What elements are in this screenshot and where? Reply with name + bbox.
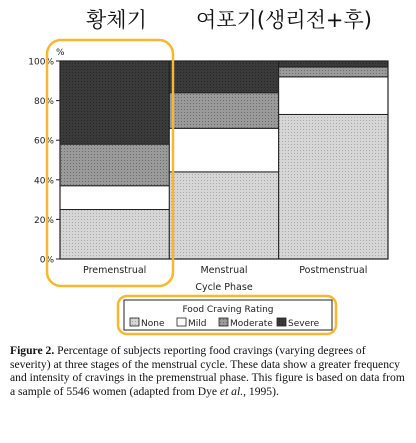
bar-segment-postmenstrual-none xyxy=(279,114,388,259)
legend-swatch-none xyxy=(130,318,139,326)
x-category-label: Menstrual xyxy=(200,265,248,276)
bar-segment-postmenstrual-moderate xyxy=(279,67,388,77)
x-category-label: Premenstrual xyxy=(83,265,147,276)
x-axis-title: Cycle Phase xyxy=(195,282,253,293)
bar-segment-menstrual-none xyxy=(169,172,278,259)
y-tick-label: 60% xyxy=(33,136,54,147)
legend-label-severe: Severe xyxy=(288,319,320,329)
caption-citation-end: , 1995). xyxy=(243,384,279,398)
y-tick-label: 40% xyxy=(33,176,54,187)
y-tick-label: 80% xyxy=(33,97,54,108)
y-tick-label: 20% xyxy=(33,215,54,226)
legend-title: Food Craving Rating xyxy=(182,305,274,315)
follicular-phase-annotation: 여포기(생리전+후) xyxy=(196,8,372,32)
bar-segment-premenstrual-moderate xyxy=(60,144,169,186)
bar-segment-premenstrual-mild xyxy=(60,186,169,210)
bar-segment-menstrual-severe xyxy=(169,61,278,93)
legend-swatch-moderate xyxy=(219,318,228,326)
y-tick-label: 100% xyxy=(28,57,54,68)
bar-segment-premenstrual-none xyxy=(60,210,169,260)
bar-segment-menstrual-mild xyxy=(169,128,278,172)
x-category-label: Postmenstrual xyxy=(299,265,368,276)
legend-label-moderate: Moderate xyxy=(230,319,273,329)
caption-text: Percentage of subjects reporting food cravings (varying degrees of severity) at three stages of the menstrual cycle. These data show a greater frequency and intensity of cravings in the premenstrual phase. This figure is based on data from a sample of 5546 women (adapted from Dye xyxy=(10,344,405,398)
y-unit-label: % xyxy=(56,48,65,58)
bar-segment-menstrual-moderate xyxy=(169,93,278,129)
bar-segment-postmenstrual-severe xyxy=(279,61,388,67)
legend-swatch-mild xyxy=(177,318,186,326)
bar-segment-postmenstrual-mild xyxy=(279,77,388,115)
legend-label-none: None xyxy=(141,319,165,329)
luteal-phase-annotation: 황체기 xyxy=(86,8,147,32)
y-tick-label: 0% xyxy=(39,255,54,266)
caption-figure-label: Figure 2. xyxy=(10,344,55,357)
legend-swatch-severe xyxy=(277,318,286,326)
figure-caption xyxy=(10,344,406,398)
legend-label-mild: Mild xyxy=(188,319,207,329)
caption-citation-italic: et al. xyxy=(219,384,244,398)
bar-segment-premenstrual-severe xyxy=(60,61,169,144)
